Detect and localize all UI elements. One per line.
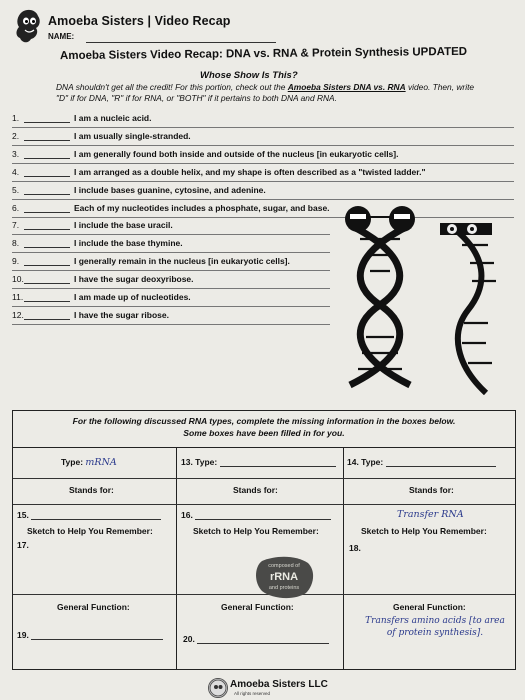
col1-stands-answer-line[interactable] [31, 510, 161, 520]
instructions-post: video. Then, write "D" if for DNA, "R" if for RNA, or "BOTH" if it pertains to both DNA and RNA. [56, 82, 475, 103]
question-number: 3. [12, 149, 20, 159]
answer-line[interactable] [24, 167, 70, 177]
question-text: I am arranged as a double helix, and my shape is often described as a "twisted ladder." [74, 167, 426, 177]
question-answer-blank[interactable] [12, 113, 74, 123]
question-text: I include the base thymine. [74, 238, 183, 248]
col3-function-line1: Transfers amino acids [to area [365, 616, 505, 626]
dna-character-illustration [330, 205, 430, 395]
col1-type-value: mRNA [85, 457, 117, 468]
col1-function-answer [17, 630, 163, 640]
question-divider [12, 252, 330, 253]
question-number: 10. [12, 274, 24, 284]
answer-line[interactable] [24, 292, 70, 302]
name-label: NAME: [48, 32, 75, 41]
rna-instructions-line2: Some boxes have been filled in for you. [183, 428, 345, 438]
question-divider [12, 234, 330, 235]
question-divider [12, 145, 514, 146]
question-answer-blank[interactable] [12, 131, 74, 141]
col1-function-num: 19. [17, 630, 29, 640]
col2-sketch-label: Sketch to Help You Remember: [193, 526, 319, 536]
col1-sketch-num: 17. [17, 540, 29, 550]
question-text: I include bases guanine, cytosine, and adenine. [74, 185, 266, 195]
rna-instructions-line1: For the following discussed RNA types, complete the missing information in the boxes below. [72, 416, 456, 426]
question-answer-blank[interactable] [12, 292, 74, 302]
question-divider [12, 270, 330, 271]
col2-function-answer-line[interactable] [197, 634, 329, 644]
answer-line[interactable] [24, 131, 70, 141]
col3-sketch-num: 18. [349, 543, 361, 553]
answer-line[interactable] [24, 185, 70, 195]
document-title: Amoeba Sisters Video Recap: DNA vs. RNA & Protein Synthesis UPDATED [59, 45, 468, 63]
question-divider [12, 163, 514, 164]
question-answer-blank[interactable] [12, 220, 74, 230]
footer-rights: All rights reserved [234, 691, 271, 696]
question-number: 11. [12, 292, 24, 302]
row-divider [13, 504, 515, 505]
col1-stands-num: 15. [17, 510, 29, 520]
answer-line[interactable] [24, 256, 70, 266]
question-divider [12, 181, 514, 182]
answer-line[interactable] [24, 274, 70, 284]
answer-line[interactable] [24, 203, 70, 213]
brand-title: Amoeba Sisters | Video Recap [48, 14, 231, 28]
question-divider [12, 306, 330, 307]
answer-line[interactable] [24, 113, 70, 123]
answer-line[interactable] [24, 310, 70, 320]
col2-function-num: 20. [183, 634, 195, 644]
question-number: 2. [12, 131, 20, 141]
col2-stands-for-label: Stands for: [233, 485, 278, 495]
question-text: I am made up of nucleotides. [74, 292, 191, 302]
row-divider [13, 478, 515, 479]
question-text: I am usually single-stranded. [74, 131, 191, 141]
question-text: I am a nucleic acid. [74, 113, 152, 123]
rna-types-section [12, 410, 516, 670]
column-divider [343, 448, 344, 670]
instructions-pre: DNA shouldn't get all the credit! For this portion, check out the [56, 82, 288, 92]
amoeba-sisters-logo [14, 8, 44, 46]
question-text: I have the sugar deoxyribose. [74, 274, 194, 284]
question-number: 6. [12, 203, 20, 213]
question-number: 8. [12, 238, 20, 248]
rrna-composed-text: composed of [268, 563, 300, 569]
rrna-and-proteins-text: and proteins [268, 585, 300, 591]
col1-stands-for-label: Stands for: [69, 485, 114, 495]
amoeba-sisters-footer-logo [208, 678, 228, 698]
answer-line[interactable] [24, 149, 70, 159]
footer-brand: Amoeba Sisters LLC [230, 679, 328, 690]
question-answer-blank[interactable] [12, 149, 74, 159]
col3-type-answer-line[interactable] [386, 457, 496, 467]
question-answer-blank[interactable] [12, 310, 74, 320]
question-number: 9. [12, 256, 20, 266]
question-divider [12, 324, 330, 325]
question-number: 12. [12, 310, 24, 320]
section-instructions [56, 82, 476, 104]
question-number: 4. [12, 167, 20, 177]
answer-line[interactable] [24, 220, 70, 230]
question-divider [12, 199, 514, 200]
col3-stands-for-label: Stands for: [409, 485, 454, 495]
col1-stands-for-answer [17, 510, 161, 520]
col3-type-cell [347, 457, 496, 467]
question-answer-blank[interactable] [12, 203, 74, 213]
col1-function-label: General Function: [57, 602, 130, 612]
question-number: 5. [12, 185, 20, 195]
rna-types-instructions [13, 415, 515, 439]
question-text: I have the sugar ribose. [74, 310, 169, 320]
col1-sketch-label: Sketch to Help You Remember: [27, 526, 153, 536]
instructions-video-link: Amoeba Sisters DNA vs. RNA [287, 82, 406, 92]
col2-type-cell [181, 457, 336, 467]
col2-type-answer-line[interactable] [220, 457, 336, 467]
col3-type-label: 14. Type: [347, 457, 384, 467]
question-text: Each of my nucleotides includes a phosphate, sugar, and base. [74, 203, 330, 213]
question-text: I include the base uracil. [74, 220, 173, 230]
question-divider [12, 127, 514, 128]
footer [208, 676, 338, 698]
answer-line[interactable] [24, 238, 70, 248]
question-number: 7. [12, 220, 20, 230]
col3-function-line2: of protein synthesis]. [386, 628, 484, 638]
worksheet-header [14, 6, 514, 50]
name-field-line[interactable] [86, 42, 276, 43]
col1-function-answer-line[interactable] [31, 630, 163, 640]
rrna-sketch [252, 555, 316, 599]
question-text: I generally remain in the nucleus [in eukaryotic cells]. [74, 256, 290, 266]
question-answer-blank[interactable] [12, 238, 74, 248]
col3-stands-for-value: Transfer RNA [397, 509, 464, 520]
col2-function-answer [183, 634, 329, 644]
col2-type-label: 13. Type: [181, 457, 218, 467]
rna-character-illustration [438, 215, 504, 395]
col3-function-label: General Function: [393, 602, 466, 612]
col1-type-label: Type: [61, 457, 84, 467]
question-number: 1. [12, 113, 20, 123]
col3-function-value [357, 615, 513, 639]
question-divider [12, 288, 330, 289]
col3-sketch-label: Sketch to Help You Remember: [361, 526, 487, 536]
column-divider [176, 448, 177, 670]
col2-function-label: General Function: [221, 602, 294, 612]
rrna-label: rRNA [269, 571, 299, 583]
question-answer-blank[interactable] [12, 274, 74, 284]
col1-type-cell [61, 457, 117, 468]
question-answer-blank[interactable] [12, 185, 74, 195]
col2-stands-for-answer [181, 510, 331, 520]
col2-stands-answer-line[interactable] [195, 510, 331, 520]
section-title: Whose Show Is This? [200, 70, 298, 81]
col2-stands-num: 16. [181, 510, 193, 520]
question-answer-blank[interactable] [12, 167, 74, 177]
question-answer-blank[interactable] [12, 256, 74, 266]
question-text: I am generally found both inside and outside of the nucleus [in eukaryotic cells]. [74, 149, 399, 159]
